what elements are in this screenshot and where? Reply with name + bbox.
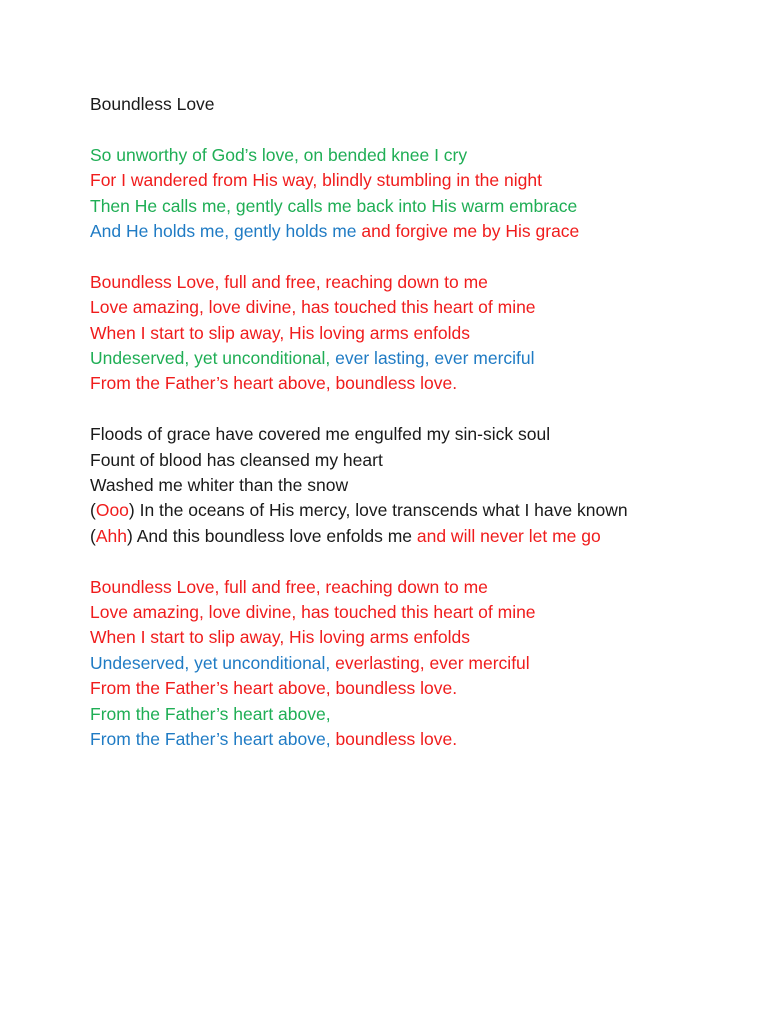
- lyric-segment: Ahh: [95, 525, 127, 546]
- lyric-segment: Love amazing, love divine, has touched this heart of mine: [90, 297, 536, 318]
- lyric-line: [90, 168, 690, 193]
- lyric-segment: Floods of grace have covered me engulfed my sin-sick soul: [90, 424, 551, 445]
- lyric-segment: ) In the oceans of His mercy, love transcends what I have known: [128, 500, 628, 521]
- lyric-line: [90, 143, 690, 168]
- lyric-segment: ever lasting, ever merciful: [335, 348, 535, 369]
- lyric-line: [90, 651, 690, 676]
- lyric-line: [90, 727, 690, 752]
- lyric-line: [90, 702, 690, 727]
- lyric-line: [90, 321, 690, 346]
- lyric-segment: Then He calls me, gently calls me back into His warm embrace: [90, 195, 578, 216]
- lyric-segment: From the Father’s heart above, boundless love.: [90, 678, 458, 699]
- lyric-segment: Undeserved, yet unconditional,: [90, 348, 336, 369]
- lyric-segment: (: [90, 525, 96, 546]
- lyric-line: [90, 346, 690, 371]
- lyrics-document: [90, 92, 690, 778]
- lyric-segment: ) And this boundless love enfolds me: [126, 525, 417, 546]
- lyric-line: [90, 194, 690, 219]
- lyric-line: [90, 371, 690, 396]
- lyric-segment: Fount of blood has cleansed my heart: [90, 449, 383, 470]
- lyric-segment: (: [90, 500, 96, 521]
- lyric-line: [90, 219, 690, 244]
- document-title: Boundless Love: [90, 94, 215, 114]
- lyric-segment: When I start to slip away, His loving arms enfolds: [90, 322, 470, 343]
- lyric-segment: And He holds me, gently holds me: [90, 221, 362, 241]
- lyric-line: [90, 524, 690, 549]
- stanza-3: [90, 422, 690, 549]
- lyric-line: [90, 600, 690, 625]
- lyric-segment: When I start to slip away, His loving arms enfolds: [90, 627, 470, 648]
- lyric-segment: For I wandered from His way, blindly stumbling in the night: [90, 170, 542, 191]
- lyric-line: [90, 625, 690, 650]
- lyric-line: [90, 676, 690, 701]
- lyric-line: [90, 575, 690, 600]
- lyric-line: [90, 448, 690, 473]
- stanza-2: [90, 270, 690, 397]
- lyric-segment: and will never let me go: [416, 525, 601, 546]
- lyric-segment: Boundless Love, full and free, reaching down to me: [90, 576, 488, 597]
- lyric-line: [90, 270, 690, 295]
- lyric-segment: From the Father’s heart above,: [90, 729, 336, 750]
- lyric-segment: and forgive me by His grace: [361, 221, 580, 241]
- stanza-1: [90, 143, 690, 245]
- lyric-line: [90, 498, 690, 523]
- lyric-line: [90, 473, 690, 498]
- stanza-4: [90, 575, 690, 753]
- lyric-segment: everlasting, ever merciful: [335, 652, 530, 673]
- lyric-segment: Undeserved, yet unconditional,: [90, 652, 336, 673]
- lyric-segment: boundless love.: [335, 729, 458, 750]
- lyric-segment: So unworthy of God’s love, on bended knee I cry: [90, 144, 468, 165]
- lyric-line: [90, 422, 690, 447]
- lyric-segment: Ooo: [95, 500, 129, 521]
- lyric-segment: From the Father’s heart above, boundless love.: [90, 373, 458, 394]
- lyric-segment: From the Father’s heart above,: [90, 703, 331, 724]
- lyric-line: [90, 295, 690, 320]
- lyrics-body: [90, 143, 690, 753]
- lyric-segment: Love amazing, love divine, has touched this heart of mine: [90, 602, 536, 623]
- lyric-segment: Boundless Love, full and free, reaching down to me: [90, 271, 488, 292]
- lyric-segment: Washed me whiter than the snow: [90, 475, 349, 496]
